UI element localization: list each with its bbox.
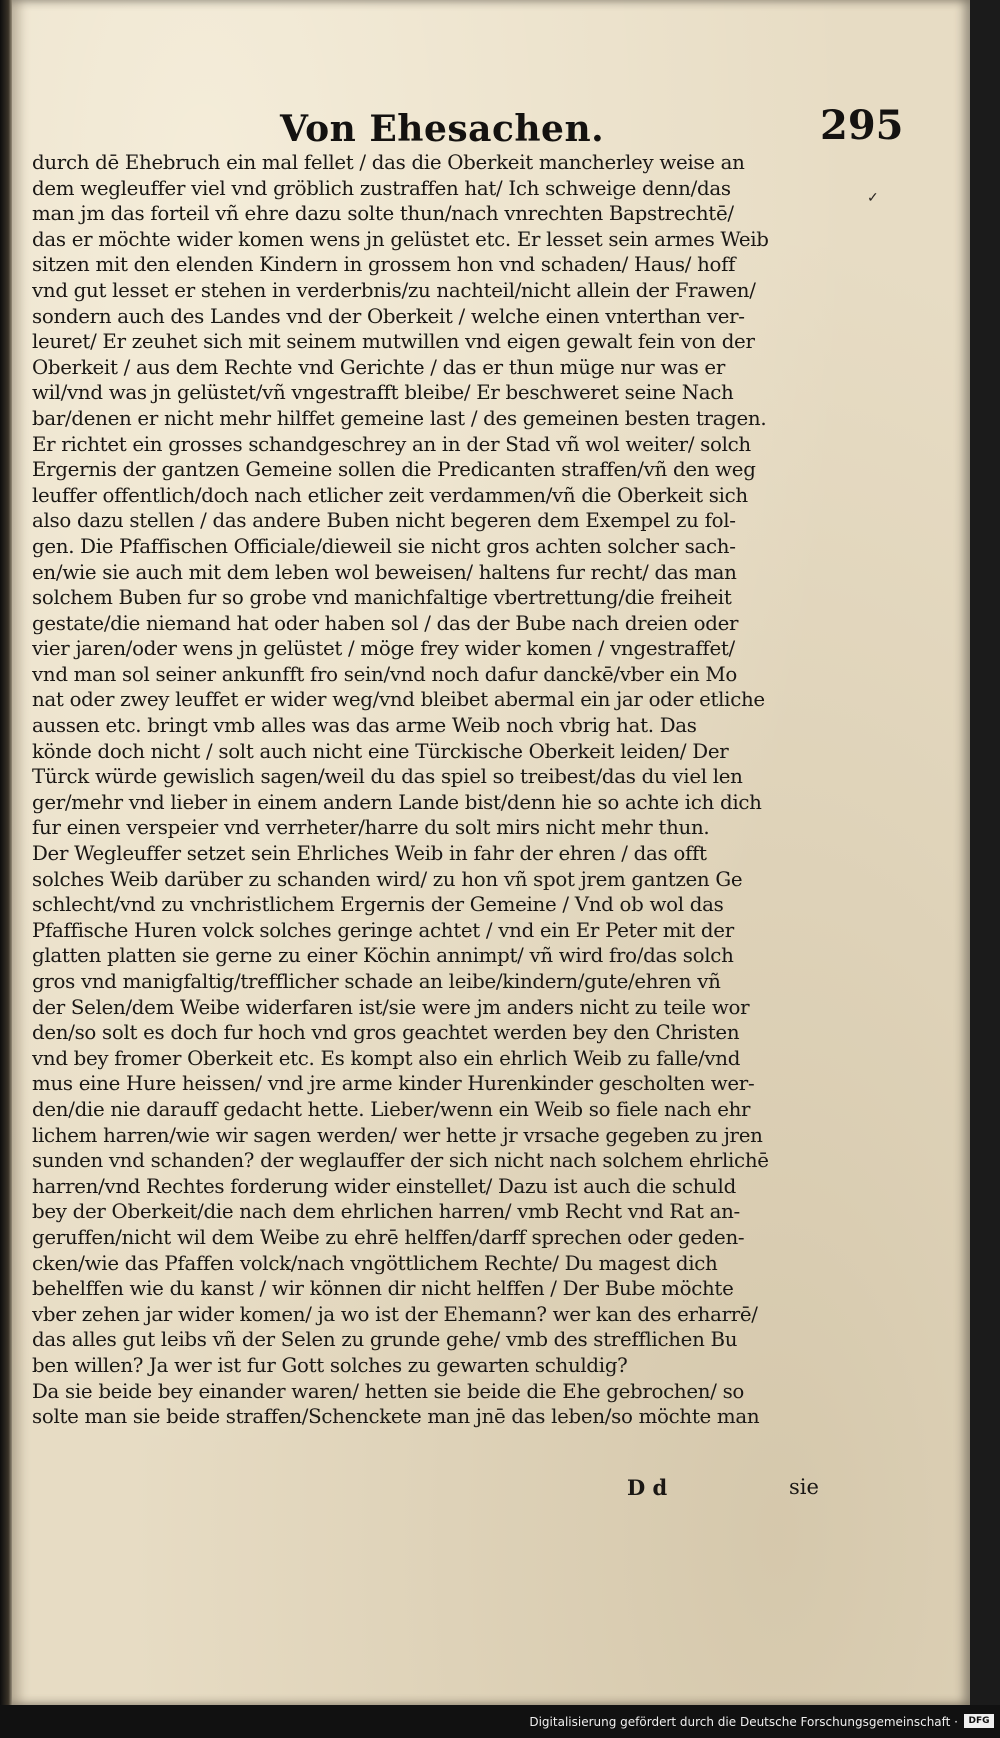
text-line: Pfaffische Huren volck solches geringe achtet / vnd ein Er Peter mit der [32, 918, 734, 942]
text-line: solte man sie beide straffen/Schenckete man jnē das leben/so möchte man [32, 1405, 760, 1429]
text-line: vier jaren/oder wens jn gelüstet / möge frey wider komen / vngestraffet/ [32, 637, 735, 661]
text-line: sondern auch des Landes vnd der Oberkeit / welche einen vnterthan ver- [32, 304, 745, 328]
text-line: durch dē Ehebruch ein mal fellet / das die Oberkeit mancherley weise an [32, 151, 745, 174]
text-line: gros vnd manigfaltig/trefflicher schade an leibe/kindern/gute/ehren vñ [32, 970, 721, 993]
text-line: Er richtet ein grosses schandgeschrey an in der Stad vñ wol weiter/ solch [32, 432, 751, 456]
stray-ink-mark: ✓ [867, 190, 879, 206]
text-line: vnd bey fromer Oberkeit etc. Es kompt also ein ehrlich Weib zu falle/vnd [32, 1046, 741, 1070]
text-line: vber zehen jar wider komen/ ja wo ist der Ehemann? wer kan des erharrē/ [32, 1302, 758, 1326]
text-line: ger/mehr vnd lieber in einem andern Lande bist/denn hie so achte ich dich [32, 790, 762, 814]
text-line: lichem harren/wie wir sagen werden/ wer hette jr vrsache gegeben zu jren [32, 1123, 763, 1147]
text-line: Türck würde gewislich sagen/weil du das spiel so treibest/das du viel len [32, 765, 743, 789]
text-line: glatten platten sie gerne zu einer Köchin annimpt/ vñ wird fro/das solch [32, 944, 734, 968]
text-line: leuret/ Er zeuhet sich mit seinem mutwillen vnd eigen gewalt fein von der [32, 330, 755, 354]
text-line: den/die nie darauff gedacht hette. Lieber/wenn ein Weib so fiele nach ehr [32, 1097, 751, 1121]
text-line: behelffen wie du kanst / wir können dir nicht helffen / Der Bube möchte [32, 1277, 734, 1301]
text-line: also dazu stellen / das andere Buben nicht begeren dem Exempel zu fol- [32, 509, 736, 533]
text-line: fur einen verspeier vnd verrheter/harre du solt mirs nicht mehr thun. [32, 816, 710, 840]
text-line: en/wie sie auch mit dem leben wol beweisen/ haltens fur recht/ das man [32, 560, 737, 584]
text-line: dem wegleuffer viel vnd gröblich zustraffen hat/ Ich schweige denn/das [32, 176, 731, 200]
text-line: das er möchte wider komen wens jn gelüstet etc. Er lesset sein armes Weib [32, 227, 769, 251]
book-page [12, 0, 970, 1705]
text-line: harren/vnd Rechtes forderung wider einstellet/ Dazu ist auch die schuld [32, 1174, 736, 1198]
body-text [32, 150, 832, 1500]
text-line: cken/wie das Pfaffen volck/nach vngöttlichem Rechte/ Du magest dich [32, 1251, 718, 1275]
text-line: Da sie beide bey einander waren/ hetten sie beide die Ehe gebrochen/ so [32, 1379, 745, 1403]
text-line: solchem Buben fur so grobe vnd manichfaltige vbertrettung/die freiheit [32, 586, 732, 610]
page-footer [32, 1475, 832, 1505]
text-line: man jm das forteil vñ ehre dazu solte thun/nach vnrechten Bapstrechtē/ [32, 202, 734, 226]
digitization-credit-bar [0, 1705, 1000, 1738]
text-line: aussen etc. bringt vmb alles was das arme Weib noch vbrig hat. Das [32, 714, 697, 738]
text-line: bey der Oberkeit/die nach dem ehrlichen harren/ vmb Recht vnd Rat an- [32, 1200, 740, 1224]
text-line: könde doch nicht / solt auch nicht eine Türckische Oberkeit leiden/ Der [32, 739, 729, 763]
text-line: leuffer offentlich/doch nach etlicher zeit verdammen/vñ die Oberkeit sich [32, 483, 748, 507]
text-line: Ergernis der gantzen Gemeine sollen die Predicanten straffen/vñ den weg [32, 458, 756, 482]
dfg-logo: DFG [964, 1714, 994, 1728]
text-line: der Selen/dem Weibe widerfaren ist/sie were jm anders nicht zu teile wor [32, 995, 750, 1019]
text-line: solches Weib darüber zu schanden wird/ zu hon vñ spot jrem gantzen Ge [32, 867, 743, 891]
text-line: nat oder zwey leuffet er wider weg/vnd bleibet abermal ein jar oder etliche [32, 688, 765, 712]
text-line: geruffen/nicht wil dem Weibe zu ehrē helffen/darff sprechen oder geden- [32, 1225, 745, 1249]
text-line: gen. Die Pfaffischen Officiale/dieweil sie nicht gros achten solcher sach- [32, 534, 736, 558]
signature-mark: D d [627, 1475, 668, 1500]
text-line: vnd man sol seiner ankunfft fro sein/vnd noch dafur danckē/vber ein Mo [32, 662, 737, 686]
text-line: sunden vnd schanden? der weglauffer der sich nicht nach solchem ehrlichē [32, 1149, 769, 1173]
text-line: mus eine Hure heissen/ vnd jre arme kinder Hurenkinder gescholten wer- [32, 1072, 755, 1096]
text-line: das alles gut leibs vñ der Selen zu grunde gehe/ vmb des strefflichen Bu [32, 1328, 738, 1352]
catchword: sie [789, 1475, 819, 1499]
text-line: sitzen mit den elenden Kindern in grossem hon vnd schaden/ Haus/ hoff [32, 253, 736, 277]
text-line: Der Wegleuffer setzet sein Ehrliches Weib in fahr der ehren / das offt [32, 842, 707, 866]
text-line: wil/vnd was jn gelüstet/vñ vngestrafft bleibe/ Er beschweret seine Nach [32, 381, 734, 405]
page-header [12, 102, 970, 156]
text-line: bar/denen er nicht mehr hilffet gemeine last / des gemeinen besten tragen. [32, 406, 767, 430]
text-line: Oberkeit / aus dem Rechte vnd Gerichte / das er thun müge nur was er [32, 355, 725, 379]
text-line: schlecht/vnd zu vnchristlichem Ergernis der Gemeine / Vnd ob wol das [32, 893, 724, 917]
running-head: Von Ehesachen. [280, 108, 605, 150]
text-line: den/so solt es doch fur hoch vnd gros geachtet werden bey den Christen [32, 1021, 740, 1045]
text-line: gestate/die niemand hat oder haben sol / das der Bube nach dreien oder [32, 611, 739, 635]
page-number: 295 [820, 102, 904, 149]
text-line: ben willen? Ja wer ist fur Gott solches zu gewarten schuldig? [32, 1353, 628, 1377]
digitization-credit: Digitalisierung gefördert durch die Deutsche Forschungsgemeinschaft · [529, 1715, 958, 1729]
text-line: vnd gut lesset er stehen in verderbnis/zu nachteil/nicht allein der Frawen/ [32, 278, 756, 302]
